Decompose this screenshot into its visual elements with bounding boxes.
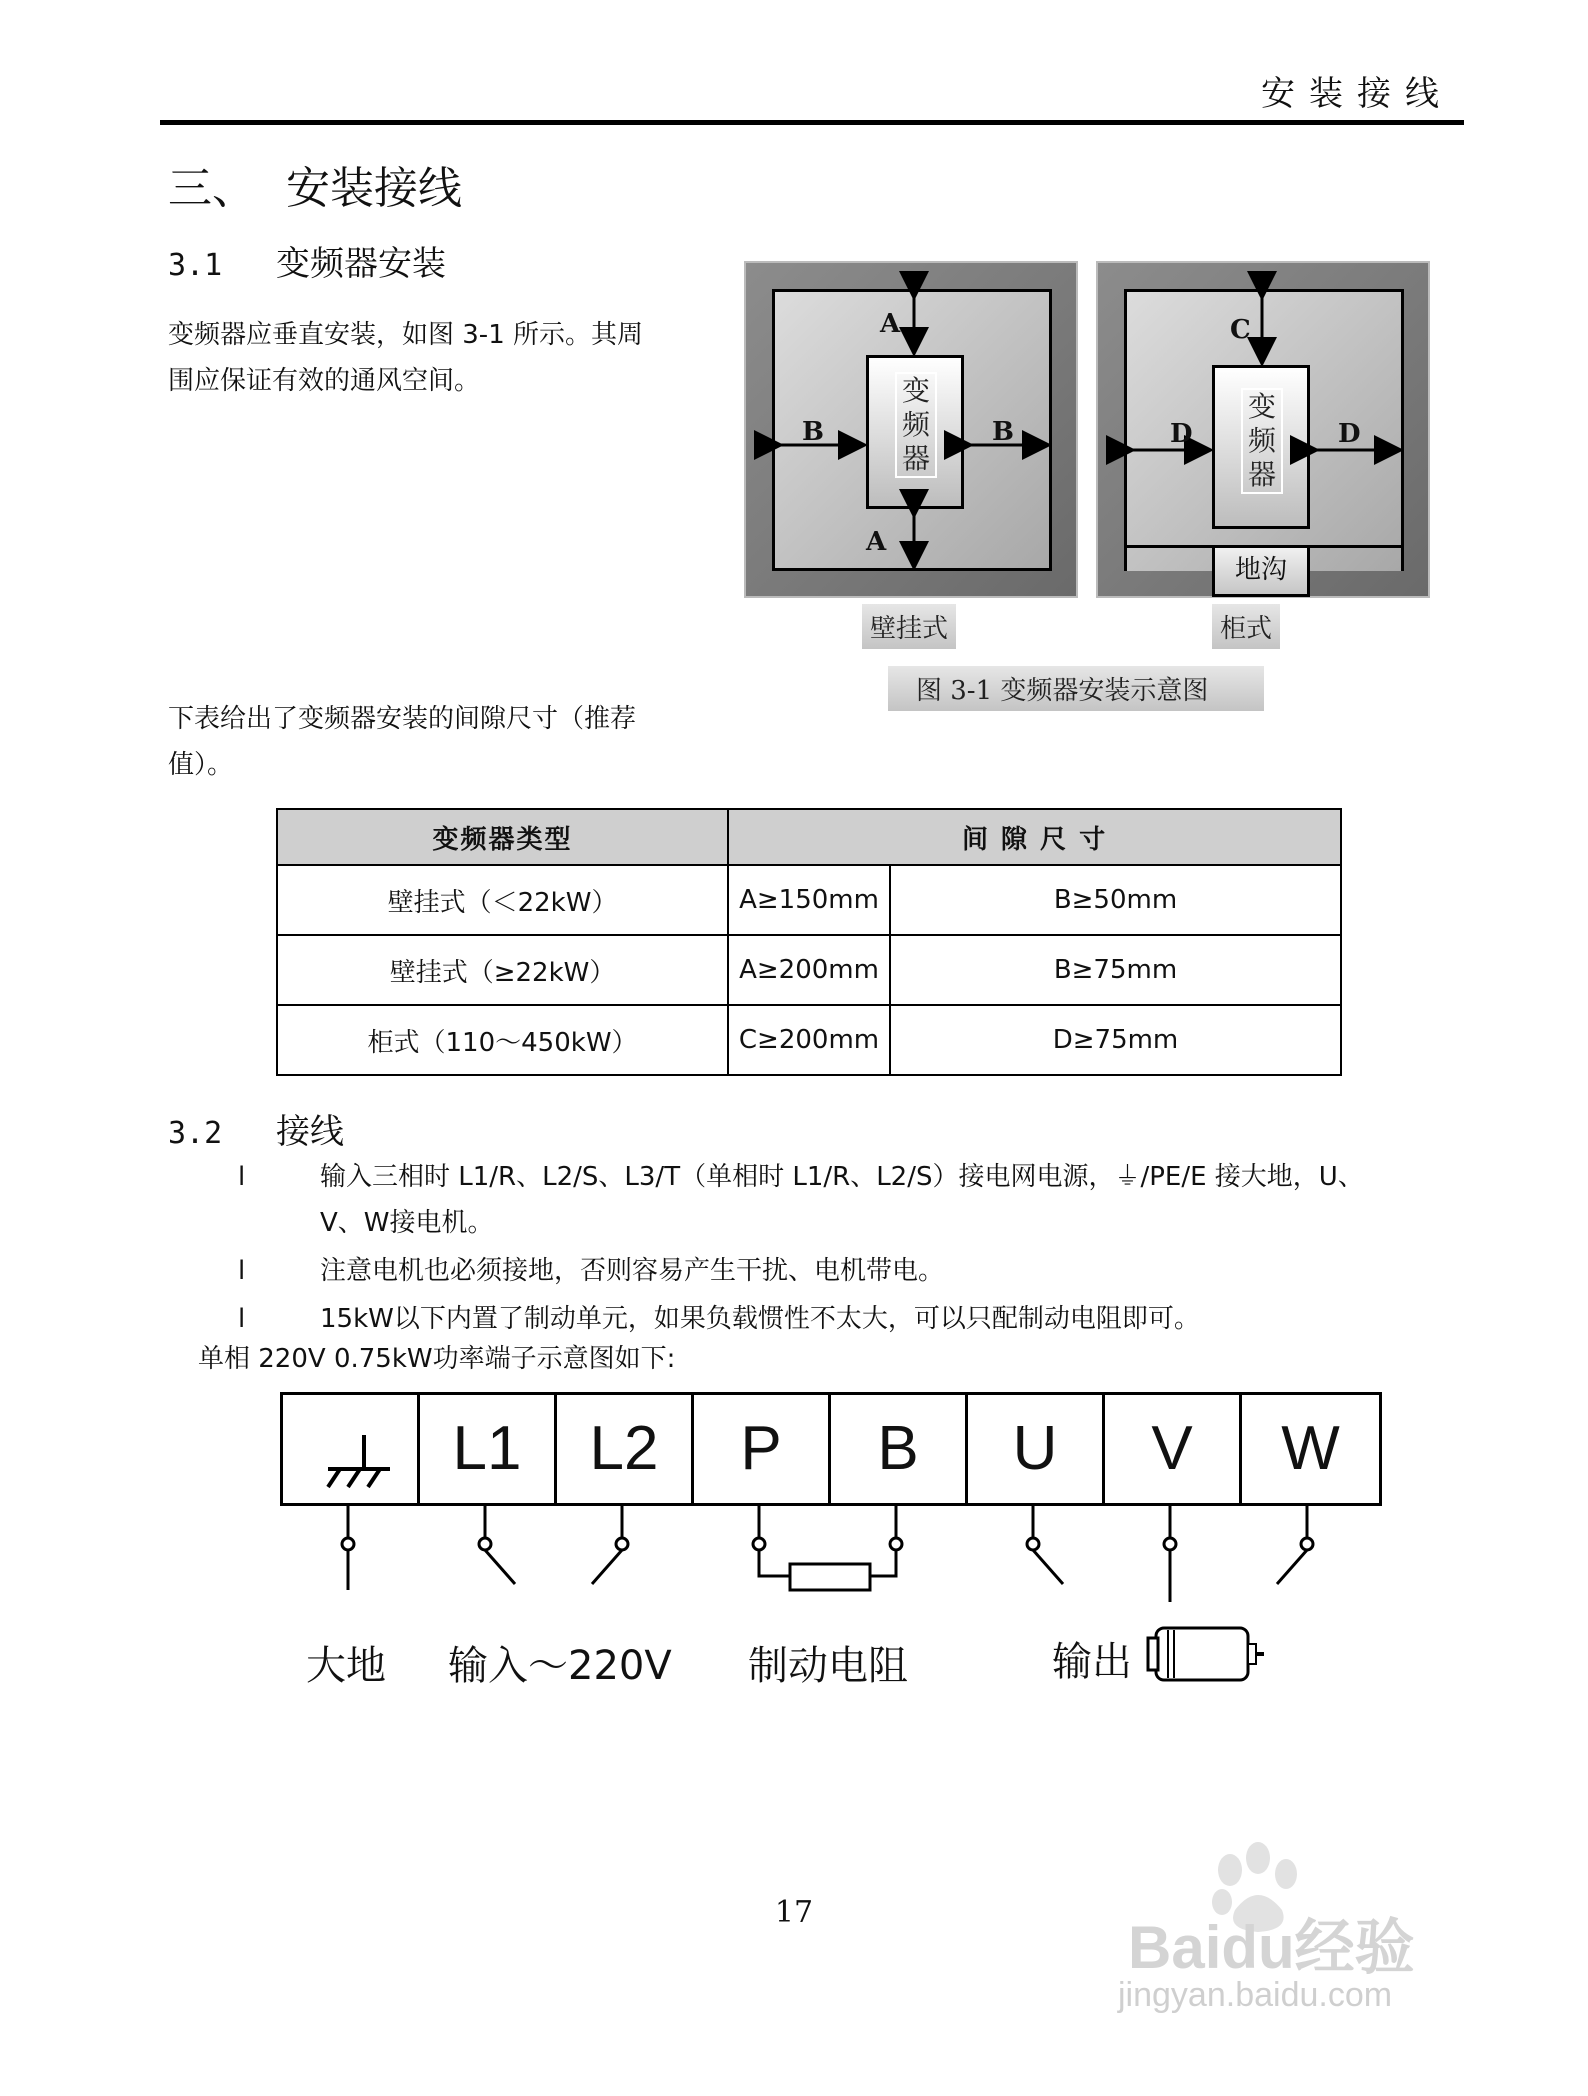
table-cell: 壁挂式（≥22kW） (277, 935, 728, 1005)
gap-label-right: B (992, 417, 1014, 447)
table-cell: B≥50mm (890, 865, 1341, 935)
label-output: 输出 (1052, 1639, 1132, 1685)
motor-icon (1144, 1624, 1274, 1686)
bullet-marker: l (238, 1162, 246, 1192)
chapter-title: 安装接线 (286, 163, 462, 214)
table-cell: 柜式（110～450kW） (277, 1005, 728, 1075)
table-header: 间 隙 尺 寸 (728, 809, 1341, 865)
bullet-text: 注意电机也必须接地，否则容易产生干扰、电机带电。 (320, 1256, 945, 1286)
intro-line-2: 围应保证有效的通风空间。 (168, 366, 481, 396)
bullet-text: 15kW以下内置了制动单元，如果负载惯性不太大，可以只配制动电阻即可。 (320, 1304, 1200, 1334)
section-title: 变频器安装 (276, 244, 446, 284)
table-intro-line-2: 值）。 (168, 750, 234, 780)
watermark-url: jingyan.baidu.com (1118, 1976, 1393, 2014)
table-cell: A≥150mm (728, 865, 890, 935)
table-cell: A≥200mm (728, 935, 890, 1005)
table-header-row (277, 809, 1341, 865)
label-brake: 制动电阻 (748, 1643, 908, 1689)
label-ground: 大地 (306, 1643, 386, 1689)
terminal-w: W (1281, 1414, 1340, 1483)
chapter-heading (168, 152, 462, 216)
table-row (277, 935, 1341, 1005)
figure-caption: 图 3-1 变频器安装示意图 (888, 666, 1264, 711)
running-header: 安装接线 (1261, 74, 1453, 114)
terminal-ground (283, 1395, 420, 1503)
wall-mount-arrows (746, 263, 1080, 600)
section-number: 3.1 (168, 248, 223, 283)
wall-mount-caption: 壁挂式 (862, 604, 956, 649)
terminal-l1: L1 (420, 1395, 557, 1503)
section-title: 接线 (276, 1112, 344, 1152)
gap-label-right: D (1338, 419, 1361, 449)
intro-line-1: 变频器应垂直安装，如图 3-1 所示。其周 (168, 320, 643, 350)
gap-label-bottom: A (866, 527, 887, 557)
ground-icon (300, 1395, 400, 1503)
gap-label-left: D (1170, 419, 1193, 449)
bullet-marker: l (238, 1256, 246, 1286)
terminal-p: P (694, 1395, 831, 1503)
label-input: 输入～220V (448, 1643, 672, 1689)
section-number: 3.2 (168, 1116, 223, 1151)
cabinet-figure (1096, 261, 1430, 598)
table-row (277, 865, 1341, 935)
terminal-b: B (831, 1395, 968, 1503)
page-number: 17 (774, 1895, 814, 1930)
section-heading-3-2 (168, 1104, 344, 1153)
chapter-number: 三、 (168, 163, 256, 214)
cabinet-trench: 地沟 (1212, 545, 1310, 597)
wiring-notes (238, 1154, 1478, 1354)
intro-paragraph (168, 312, 643, 404)
terminal-caption: 单相 220V 0.75kW功率端子示意图如下: (198, 1344, 676, 1374)
device-label: 变 频 器 (895, 372, 937, 478)
table-intro (168, 696, 636, 788)
section-heading-3-1 (168, 236, 446, 285)
gap-label-top: A (880, 309, 901, 339)
wall-mount-figure (744, 261, 1078, 598)
bullet-marker: l (238, 1304, 246, 1334)
table-header: 变频器类型 (277, 809, 728, 865)
device-label: 变 频 器 (1241, 388, 1283, 494)
gap-label-left: B (802, 417, 824, 447)
header-rule (160, 120, 1464, 125)
bullet-text: 输入三相时 L1/R、L2/S、L3/T（单相时 L1/R、L2/S）接电网电源，⏚/PE/E 接大地，U、 (320, 1162, 1364, 1192)
watermark-brand: Baidu经验 (1128, 1914, 1415, 1981)
gap-label-top: C (1230, 315, 1251, 345)
table-cell: 壁挂式（＜22kW） (277, 865, 728, 935)
bullet-text-cont: V、W接电机。 (320, 1208, 494, 1238)
terminal-l2: L2 (557, 1395, 694, 1503)
cabinet-caption: 柜式 (1212, 604, 1280, 649)
clearance-table (276, 808, 1342, 1076)
table-cell: B≥75mm (890, 935, 1341, 1005)
terminal-block (280, 1392, 1382, 1506)
terminal-u: U (968, 1395, 1105, 1503)
table-intro-line-1: 下表给出了变频器安装的间隙尺寸（推荐 (168, 704, 637, 734)
cabinet-arrows (1098, 263, 1432, 600)
table-cell: C≥200mm (728, 1005, 890, 1075)
table-row (277, 1005, 1341, 1075)
terminal-v: V (1105, 1395, 1242, 1503)
table-cell: D≥75mm (890, 1005, 1341, 1075)
